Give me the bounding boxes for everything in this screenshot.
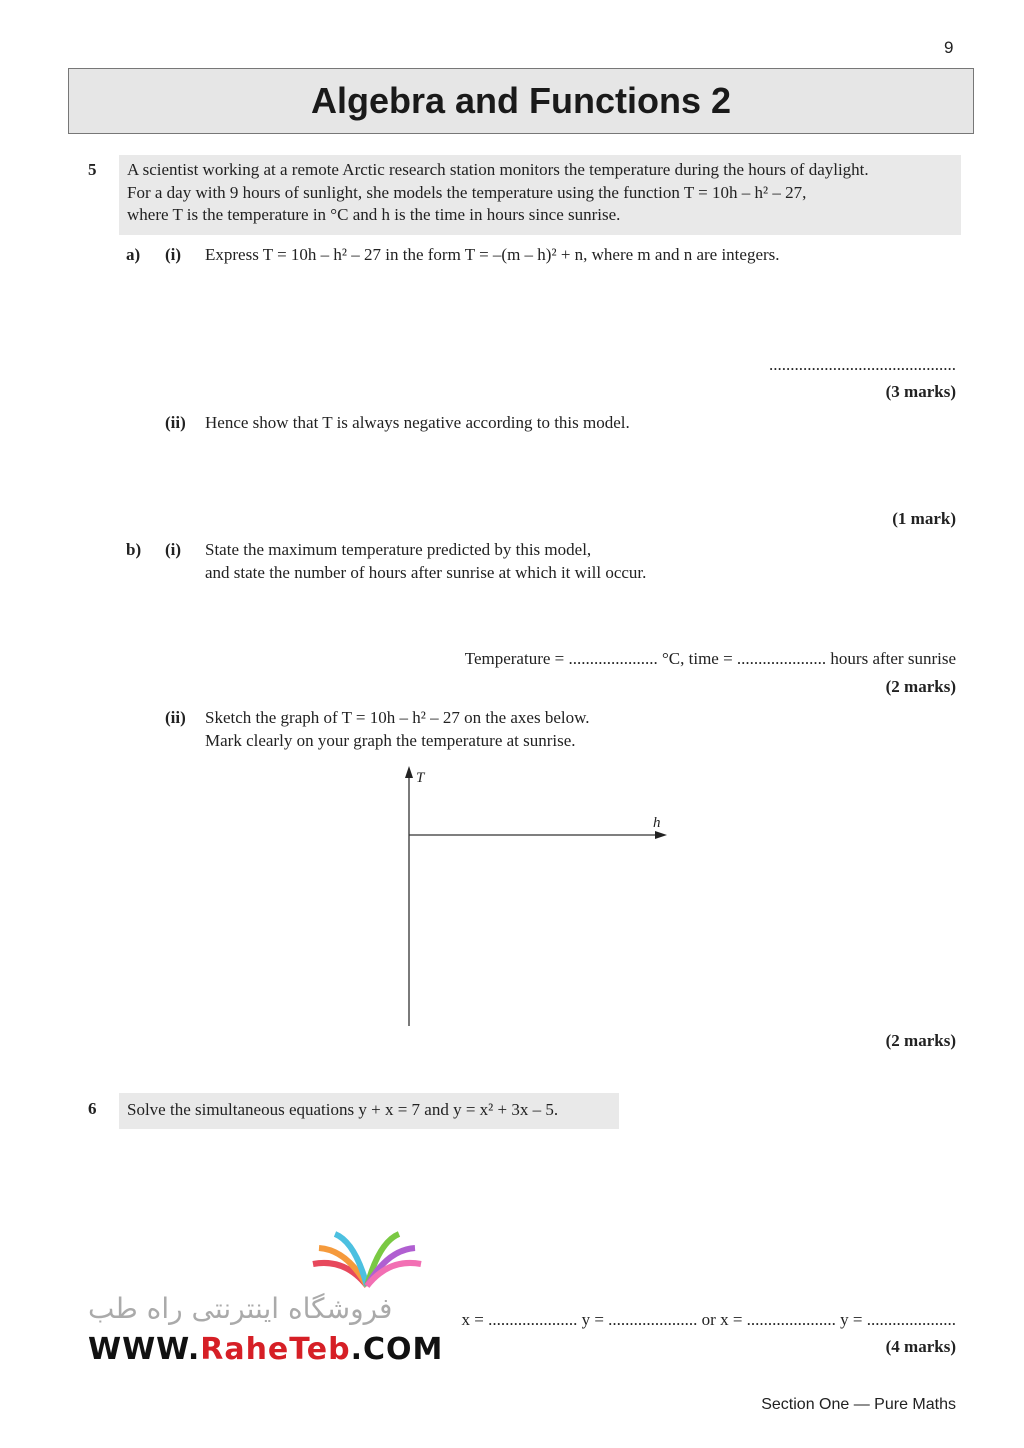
axis-label-h: h (653, 815, 661, 831)
question-5-intro (119, 155, 961, 235)
question-6-text: Solve the simultaneous equations y + x = 7 and y = x² + 3x – 5. (127, 1100, 559, 1119)
marks-b-i: (2 marks) (885, 677, 956, 696)
part-a-i-text: Express T = 10h – h² – 27 in the form T = –(m – h)² + n, where m and n are integers. (205, 245, 780, 264)
part-a-ii-text: Hence show that T is always negative according to this model. (205, 413, 630, 432)
axis-label-t: T (416, 770, 425, 786)
url-brand: RaheTeb (200, 1332, 351, 1367)
marks-a-ii: (1 mark) (892, 509, 956, 528)
footer-section: Section One — Pure Maths (761, 1396, 956, 1413)
part-b-ii-label: (ii) (165, 708, 186, 727)
part-a-ii-label: (ii) (165, 413, 186, 432)
question-6-number: 6 (88, 1099, 97, 1118)
part-a-i-label: (i) (165, 245, 182, 264)
page-title-box (68, 68, 974, 134)
part-b-i-label: (i) (165, 540, 182, 559)
question-6-box (119, 1093, 619, 1129)
part-b-label: b) (126, 540, 142, 559)
part-b-ii-line: Mark clearly on your graph the temperature at sunrise. (205, 731, 576, 750)
part-b-ii-line: Sketch the graph of T = 10h – h² – 27 on the axes below. (205, 708, 590, 727)
page-number: 9 (944, 38, 954, 57)
question-5-number: 5 (88, 160, 97, 179)
sketch-axes (395, 760, 685, 1035)
url-suffix: .COM (350, 1332, 444, 1367)
simultaneous-answer: x = ..................... y = ..................... or x = ..................... y = ..................... (461, 1310, 956, 1329)
watermark-persian-text: فروشگاه اینترنتی راه طب (88, 1292, 393, 1325)
part-a-label: a) (126, 245, 141, 264)
part-b-i-line: and state the number of hours after sunrise at which it will occur. (205, 563, 647, 582)
temperature-time-answer: Temperature = ..................... °C, time = ..................... hours after sunrise (464, 649, 956, 668)
intro-line: For a day with 9 hours of sunlight, she models the temperature using the function T = 10h – h² – 27, (127, 182, 807, 202)
intro-line: A scientist working at a remote Arctic research station monitors the temperature during the hours of daylight. (127, 160, 869, 179)
marks-a-i: (3 marks) (885, 382, 956, 401)
y-axis-arrow (405, 766, 413, 778)
url-prefix: WWW. (88, 1332, 201, 1367)
marks-b-ii: (2 marks) (885, 1031, 956, 1050)
intro-line: where T is the temperature in °C and h is the time in hours since sunrise. (127, 205, 621, 224)
answer-line: ............................................ (769, 355, 956, 374)
marks-q6: (4 marks) (885, 1337, 956, 1356)
page-title: Algebra and Functions 2 (310, 80, 732, 121)
book-logo-icon (305, 1228, 430, 1290)
part-b-i-line: State the maximum temperature predicted by this model, (205, 540, 592, 559)
watermark-url (88, 1332, 443, 1367)
